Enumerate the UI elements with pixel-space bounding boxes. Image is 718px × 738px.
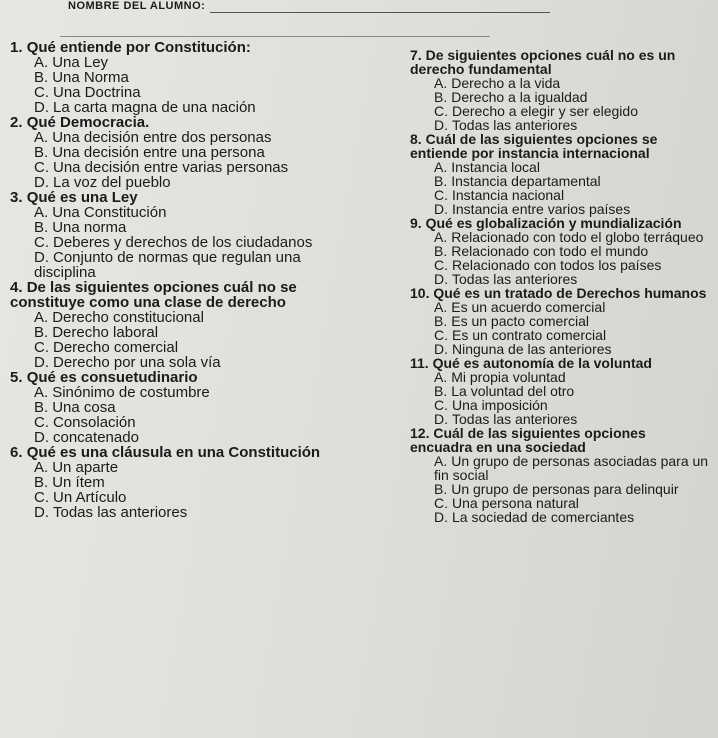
option-text: Un ítem: [52, 474, 105, 491]
option-letter: A.: [34, 204, 49, 221]
option-letter: D.: [434, 117, 448, 133]
option-letter: D.: [434, 411, 448, 427]
question-text: [10, 370, 350, 385]
question-block: [10, 40, 350, 115]
answer-option[interactable]: [10, 325, 350, 340]
option-text: Instancia entre varios países: [452, 201, 631, 217]
question-text: [10, 280, 350, 310]
question-prompt: Qué es globalización y mundialización: [425, 215, 682, 231]
option-text: Derecho laboral: [52, 324, 159, 341]
option-text: Sinónimo de costumbre: [52, 384, 210, 401]
answer-option[interactable]: [410, 160, 710, 174]
question-text: [10, 445, 350, 460]
option-text: Una decisión entre varias personas: [53, 159, 289, 176]
option-letter: C.: [434, 495, 448, 511]
answer-option[interactable]: [10, 145, 350, 160]
answer-option[interactable]: [410, 342, 710, 356]
answer-option[interactable]: [10, 85, 350, 100]
answer-option[interactable]: [10, 55, 350, 70]
question-prompt: Qué es autonomía de la voluntad: [432, 355, 652, 371]
option-text: Todas las anteriores: [53, 504, 188, 521]
option-text: La sociedad de comerciantes: [452, 509, 635, 525]
question-prompt: De las siguientes opciones cuál no se constituye como una clase de derecho: [10, 279, 297, 311]
name-line: [210, 12, 550, 13]
answer-option[interactable]: [10, 100, 350, 115]
option-text: Todas las anteriores: [452, 411, 578, 427]
question-number: 3.: [10, 189, 23, 206]
option-text: Instancia nacional: [452, 187, 565, 203]
option-text: Derecho a la vida: [451, 75, 561, 91]
student-name-label: NOMBRE DEL ALUMNO:: [68, 0, 206, 12]
answer-option[interactable]: [10, 430, 350, 445]
question-prompt: Qué es un tratado de Derechos humanos: [433, 285, 707, 301]
answer-option[interactable]: [10, 235, 350, 250]
option-text: Una Doctrina: [53, 84, 141, 101]
option-letter: C.: [434, 103, 448, 119]
option-text: Una Constitución: [52, 204, 167, 221]
question-text: [410, 216, 710, 230]
answer-option[interactable]: [10, 250, 350, 280]
option-letter: A.: [34, 459, 49, 476]
option-letter: B.: [434, 481, 448, 497]
option-letter: B.: [434, 173, 448, 189]
answer-option[interactable]: [410, 482, 710, 496]
question-text: [410, 132, 710, 160]
question-number: 5.: [10, 369, 23, 386]
option-text: La voluntad del otro: [451, 383, 575, 399]
option-letter: B.: [34, 144, 49, 161]
answer-option[interactable]: [410, 454, 710, 482]
left-column: [10, 40, 350, 520]
option-text: Es un acuerdo comercial: [451, 299, 606, 315]
option-letter: C.: [34, 489, 49, 506]
option-text: Instancia departamental: [451, 173, 601, 189]
question-text: [10, 40, 350, 55]
option-letter: A.: [34, 384, 49, 401]
question-prompt: Qué es consuetudinario: [26, 369, 198, 386]
option-text: Una norma: [52, 219, 127, 236]
question-prompt: Cuál de las siguientes opciones encuadra en una sociedad: [410, 425, 646, 455]
student-name-header: [60, 0, 490, 40]
answer-option[interactable]: [410, 244, 710, 258]
question-number: 9.: [410, 215, 422, 231]
answer-option[interactable]: [10, 475, 350, 490]
option-text: Consolación: [53, 414, 136, 431]
option-text: concatenado: [53, 429, 139, 446]
option-text: Relacionado con todo el mundo: [451, 243, 649, 259]
question-prompt: Qué entiende por Constitución:: [26, 39, 251, 56]
answer-option[interactable]: [10, 355, 350, 370]
option-text: Deberes y derechos de los ciudadanos: [53, 234, 313, 251]
question-block: [410, 356, 710, 426]
answer-option[interactable]: [10, 175, 350, 190]
answer-option[interactable]: [410, 76, 710, 90]
answer-option[interactable]: [10, 490, 350, 505]
option-text: Instancia local: [451, 159, 540, 175]
option-letter: A.: [34, 129, 49, 146]
option-letter: D.: [34, 429, 49, 446]
answer-option[interactable]: [410, 510, 710, 524]
answer-option[interactable]: [410, 496, 710, 510]
option-letter: B.: [34, 399, 49, 416]
option-letter: B.: [434, 89, 448, 105]
option-letter: A.: [434, 229, 448, 245]
option-text: Un grupo de personas para delinquir: [451, 481, 679, 497]
option-text: La voz del pueblo: [53, 174, 171, 191]
option-text: Es un contrato comercial: [452, 327, 607, 343]
option-letter: C.: [34, 414, 49, 431]
answer-option[interactable]: [10, 310, 350, 325]
answer-option[interactable]: [410, 398, 710, 412]
option-letter: A.: [434, 159, 448, 175]
question-block: [410, 286, 710, 356]
question-number: 8.: [410, 131, 422, 147]
option-letter: C.: [434, 187, 448, 203]
question-text: [410, 426, 710, 454]
option-letter: C.: [34, 159, 49, 176]
option-letter: D.: [34, 174, 49, 191]
answer-option[interactable]: [410, 104, 710, 118]
question-block: [410, 48, 710, 132]
answer-option[interactable]: [410, 90, 710, 104]
option-text: Es un pacto comercial: [451, 313, 589, 329]
option-letter: D.: [34, 354, 49, 371]
option-text: Mi propia voluntad: [451, 369, 566, 385]
answer-option[interactable]: [410, 230, 710, 244]
question-prompt: Qué Democracia.: [26, 114, 150, 131]
option-letter: A.: [34, 54, 49, 71]
option-letter: B.: [34, 474, 49, 491]
option-text: Ninguna de las anteriores: [452, 341, 612, 357]
option-text: Todas las anteriores: [452, 117, 578, 133]
option-text: Conjunto de normas que regulan una disciplina: [34, 249, 301, 281]
answer-option[interactable]: [10, 160, 350, 175]
option-letter: D.: [434, 201, 448, 217]
option-letter: B.: [434, 383, 448, 399]
option-letter: C.: [434, 397, 448, 413]
answer-option[interactable]: [10, 130, 350, 145]
question-number: 10.: [410, 285, 430, 301]
question-text: [410, 286, 710, 300]
option-letter: A.: [434, 75, 448, 91]
answer-option[interactable]: [410, 328, 710, 342]
answer-option[interactable]: [410, 412, 710, 426]
question-block: [10, 280, 350, 370]
option-letter: D.: [434, 341, 448, 357]
option-text: Una imposición: [452, 397, 548, 413]
answer-option[interactable]: [10, 205, 350, 220]
option-text: Derecho por una sola vía: [53, 354, 221, 371]
option-text: Derecho constitucional: [52, 309, 204, 326]
answer-option[interactable]: [10, 415, 350, 430]
answer-option[interactable]: [10, 460, 350, 475]
question-block: [10, 370, 350, 445]
option-letter: C.: [434, 327, 448, 343]
option-letter: D.: [434, 509, 448, 525]
answer-option[interactable]: [10, 505, 350, 520]
option-letter: B.: [34, 69, 49, 86]
answer-option[interactable]: [10, 400, 350, 415]
option-text: Derecho a la igualdad: [451, 89, 588, 105]
option-letter: D.: [34, 249, 49, 266]
option-letter: C.: [34, 339, 49, 356]
question-number: 11.: [410, 355, 429, 371]
answer-option[interactable]: [410, 300, 710, 314]
question-number: 1.: [10, 39, 23, 56]
question-number: 12.: [410, 425, 430, 441]
option-letter: D.: [34, 504, 49, 521]
option-letter: A.: [434, 453, 448, 469]
answer-option[interactable]: [10, 385, 350, 400]
option-text: Relacionado con todo el globo terráqueo: [451, 229, 704, 245]
option-letter: C.: [34, 84, 49, 101]
answer-option[interactable]: [410, 118, 710, 132]
option-text: Derecho a elegir y ser elegido: [452, 103, 638, 119]
question-text: [10, 115, 350, 130]
question-text: [410, 356, 710, 370]
option-text: Una cosa: [52, 399, 116, 416]
question-text: [410, 48, 710, 76]
option-text: Una Norma: [52, 69, 129, 86]
answer-option[interactable]: [410, 188, 710, 202]
question-block: [10, 115, 350, 190]
option-letter: A.: [434, 369, 448, 385]
answer-option[interactable]: [410, 202, 710, 216]
right-column: [410, 48, 710, 524]
option-text: Un Artículo: [53, 489, 127, 506]
question-number: 6.: [10, 444, 23, 461]
question-block: [10, 445, 350, 520]
option-letter: B.: [34, 219, 49, 236]
option-letter: C.: [34, 234, 49, 251]
answer-option[interactable]: [410, 272, 710, 286]
option-letter: B.: [434, 243, 448, 259]
option-letter: D.: [434, 271, 448, 287]
option-text: Un aparte: [52, 459, 119, 476]
question-prompt: De siguientes opciones cuál no es un derecho fundamental: [410, 47, 676, 77]
question-text: [10, 190, 350, 205]
option-text: La carta magna de una nación: [53, 99, 256, 116]
option-text: Derecho comercial: [53, 339, 179, 356]
answer-option[interactable]: [10, 220, 350, 235]
option-text: Una decisión entre dos personas: [52, 129, 272, 146]
question-number: 7.: [410, 47, 422, 63]
option-letter: B.: [434, 313, 448, 329]
question-prompt: Qué es una cláusula en una Constitución: [26, 444, 321, 461]
option-text: Una Ley: [52, 54, 109, 71]
question-number: 2.: [10, 114, 23, 131]
option-text: Una decisión entre una persona: [52, 144, 265, 161]
question-number: 4.: [10, 279, 23, 296]
option-letter: C.: [434, 257, 448, 273]
option-letter: A.: [434, 299, 448, 315]
option-text: Un grupo de personas asociadas para un fin social: [434, 453, 709, 483]
answer-option[interactable]: [410, 384, 710, 398]
answer-option[interactable]: [410, 258, 710, 272]
answer-option[interactable]: [10, 340, 350, 355]
option-text: Una persona natural: [452, 495, 579, 511]
option-text: Todas las anteriores: [452, 271, 578, 287]
question-prompt: Qué es una Ley: [26, 189, 138, 206]
question-block: [10, 190, 350, 280]
question-prompt: Cuál de las siguientes opciones se entiende por instancia internacional: [410, 131, 658, 161]
answer-option[interactable]: [10, 70, 350, 85]
answer-option[interactable]: [410, 370, 710, 384]
option-letter: B.: [34, 324, 49, 341]
option-text: Relacionado con todos los países: [452, 257, 662, 273]
answer-option[interactable]: [410, 174, 710, 188]
option-letter: D.: [34, 99, 49, 116]
question-block: [410, 132, 710, 216]
option-letter: A.: [34, 309, 49, 326]
question-block: [410, 216, 710, 286]
answer-option[interactable]: [410, 314, 710, 328]
question-block: [410, 426, 710, 524]
header-divider: [60, 36, 490, 37]
